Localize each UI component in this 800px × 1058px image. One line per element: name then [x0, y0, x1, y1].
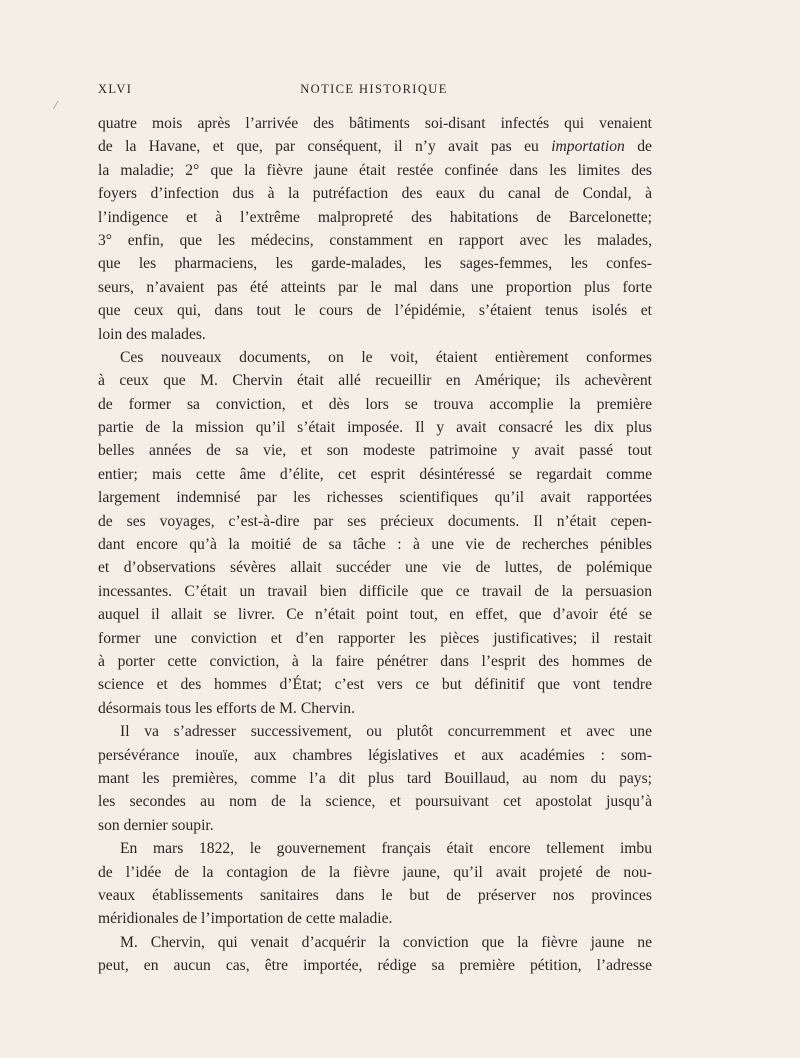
text-line: l’indigence et à l’extrême malpropreté des habitations de Barcelonette; — [98, 208, 652, 226]
text-line: à ceux que M. Chervin était allé recueillir en Amérique; ils achevèrent — [98, 372, 652, 390]
text-line: partie de la mission qu’il s’était imposée. Il y avait consacré les dix plus — [98, 419, 652, 437]
text-line: En mars 1822, le gouvernement français était encore tellement imbu — [120, 840, 652, 858]
text-segment: de — [624, 138, 652, 156]
text-line: loin des malades. — [98, 325, 206, 343]
text-line: son dernier soupir. — [98, 816, 214, 834]
margin-pencil-mark: / — [52, 96, 60, 113]
text-line: et d’observations sévères allait succéder une vie de luttes, de polémique — [98, 559, 652, 577]
text-line: auquel il allait se livrer. Ce n’était point tout, en effet, que d’avoir été se — [98, 606, 652, 624]
text-line: méridionales de l’importation de cette maladie. — [98, 910, 393, 928]
text-line: de former sa conviction, et dès lors se trouva accomplie la première — [98, 395, 652, 413]
text-line: science et des hommes d’État; c’est vers ce but définitif que vont tendre — [98, 676, 652, 694]
text-line: largement indemnisé par les richesses scientifiques qu’il avait rapportées — [98, 489, 652, 507]
text-line: peut, en aucun cas, être importée, rédige sa première pétition, l’adresse — [98, 957, 652, 975]
text-line: persévérance inouïe, aux chambres législatives et aux académies : som- — [98, 746, 652, 764]
text-line: de ses voyages, c’est-à-dire par ses précieux documents. Il n’était cepen- — [98, 512, 652, 530]
text-line: à porter cette conviction, à la faire pénétrer dans l’esprit des hommes de — [98, 652, 652, 670]
text-line: 3° enfin, que les médecins, constamment en rapport avec les malades, — [98, 231, 652, 249]
text-line: quatre mois après l’arrivée des bâtiments soi-disant infectés qui venaient — [98, 115, 652, 132]
text-line: que les pharmaciens, les garde-malades, les sages-femmes, les confes- — [98, 255, 652, 273]
text-line: belles années de sa vie, et son modeste patrimoine y avait passé tout — [98, 442, 652, 460]
running-title: NOTICE HISTORIQUE — [300, 82, 448, 96]
running-head — [98, 82, 650, 102]
text-line: les secondes au nom de la science, et poursuivant cet apostolat jusqu’à — [98, 793, 652, 811]
text-line: de l’idée de la contagion de la fièvre jaune, qu’il avait projeté de nou- — [98, 863, 652, 881]
text-line: Ces nouveaux documents, on le voit, étaient entièrement conformes — [120, 348, 652, 366]
text-line: entier; mais cette âme d’élite, cet esprit désintéressé se regardait comme — [98, 465, 652, 483]
text-segment: de la Havane, et que, par conséquent, il n’y avait pas eu — [98, 138, 552, 156]
emphasis-word: importation — [551, 138, 625, 156]
body-text — [98, 112, 652, 977]
text-line: que ceux qui, dans tout le cours de l’épidémie, s’étaient tenus isolés et — [98, 302, 652, 320]
text-line: incessantes. C’était un travail bien difficile que ce travail de la persuasion — [98, 582, 652, 600]
text-line: mant les premières, comme l’a dit plus tard Bouillaud, au nom du pays; — [98, 769, 652, 787]
text-line — [98, 135, 652, 158]
text-line: veaux établissements sanitaires dans le but de préserver nos provinces — [98, 886, 652, 904]
text-line: seurs, n’avaient pas été atteints par le mal dans une proportion plus forte — [98, 278, 652, 296]
text-line: dant encore qu’à la moitié de sa tâche : à une vie de recherches pénibles — [98, 536, 652, 554]
text-line: former une conviction et d’en rapporter les pièces justificatives; il restait — [98, 629, 652, 647]
text-line: foyers d’infection dus à la putréfaction des eaux du canal de Condal, à — [98, 185, 652, 203]
text-line: Il va s’adresser successivement, ou plutôt concurremment et avec une — [120, 723, 652, 741]
page-number: XLVI — [98, 82, 133, 96]
text-line: M. Chervin, qui venait d’acquérir la conviction que la fièvre jaune ne — [120, 933, 652, 951]
text-line: désormais tous les efforts de M. Chervin. — [98, 699, 355, 717]
text-line: la maladie; 2° que la fièvre jaune était restée confinée dans les limites des — [98, 161, 652, 179]
